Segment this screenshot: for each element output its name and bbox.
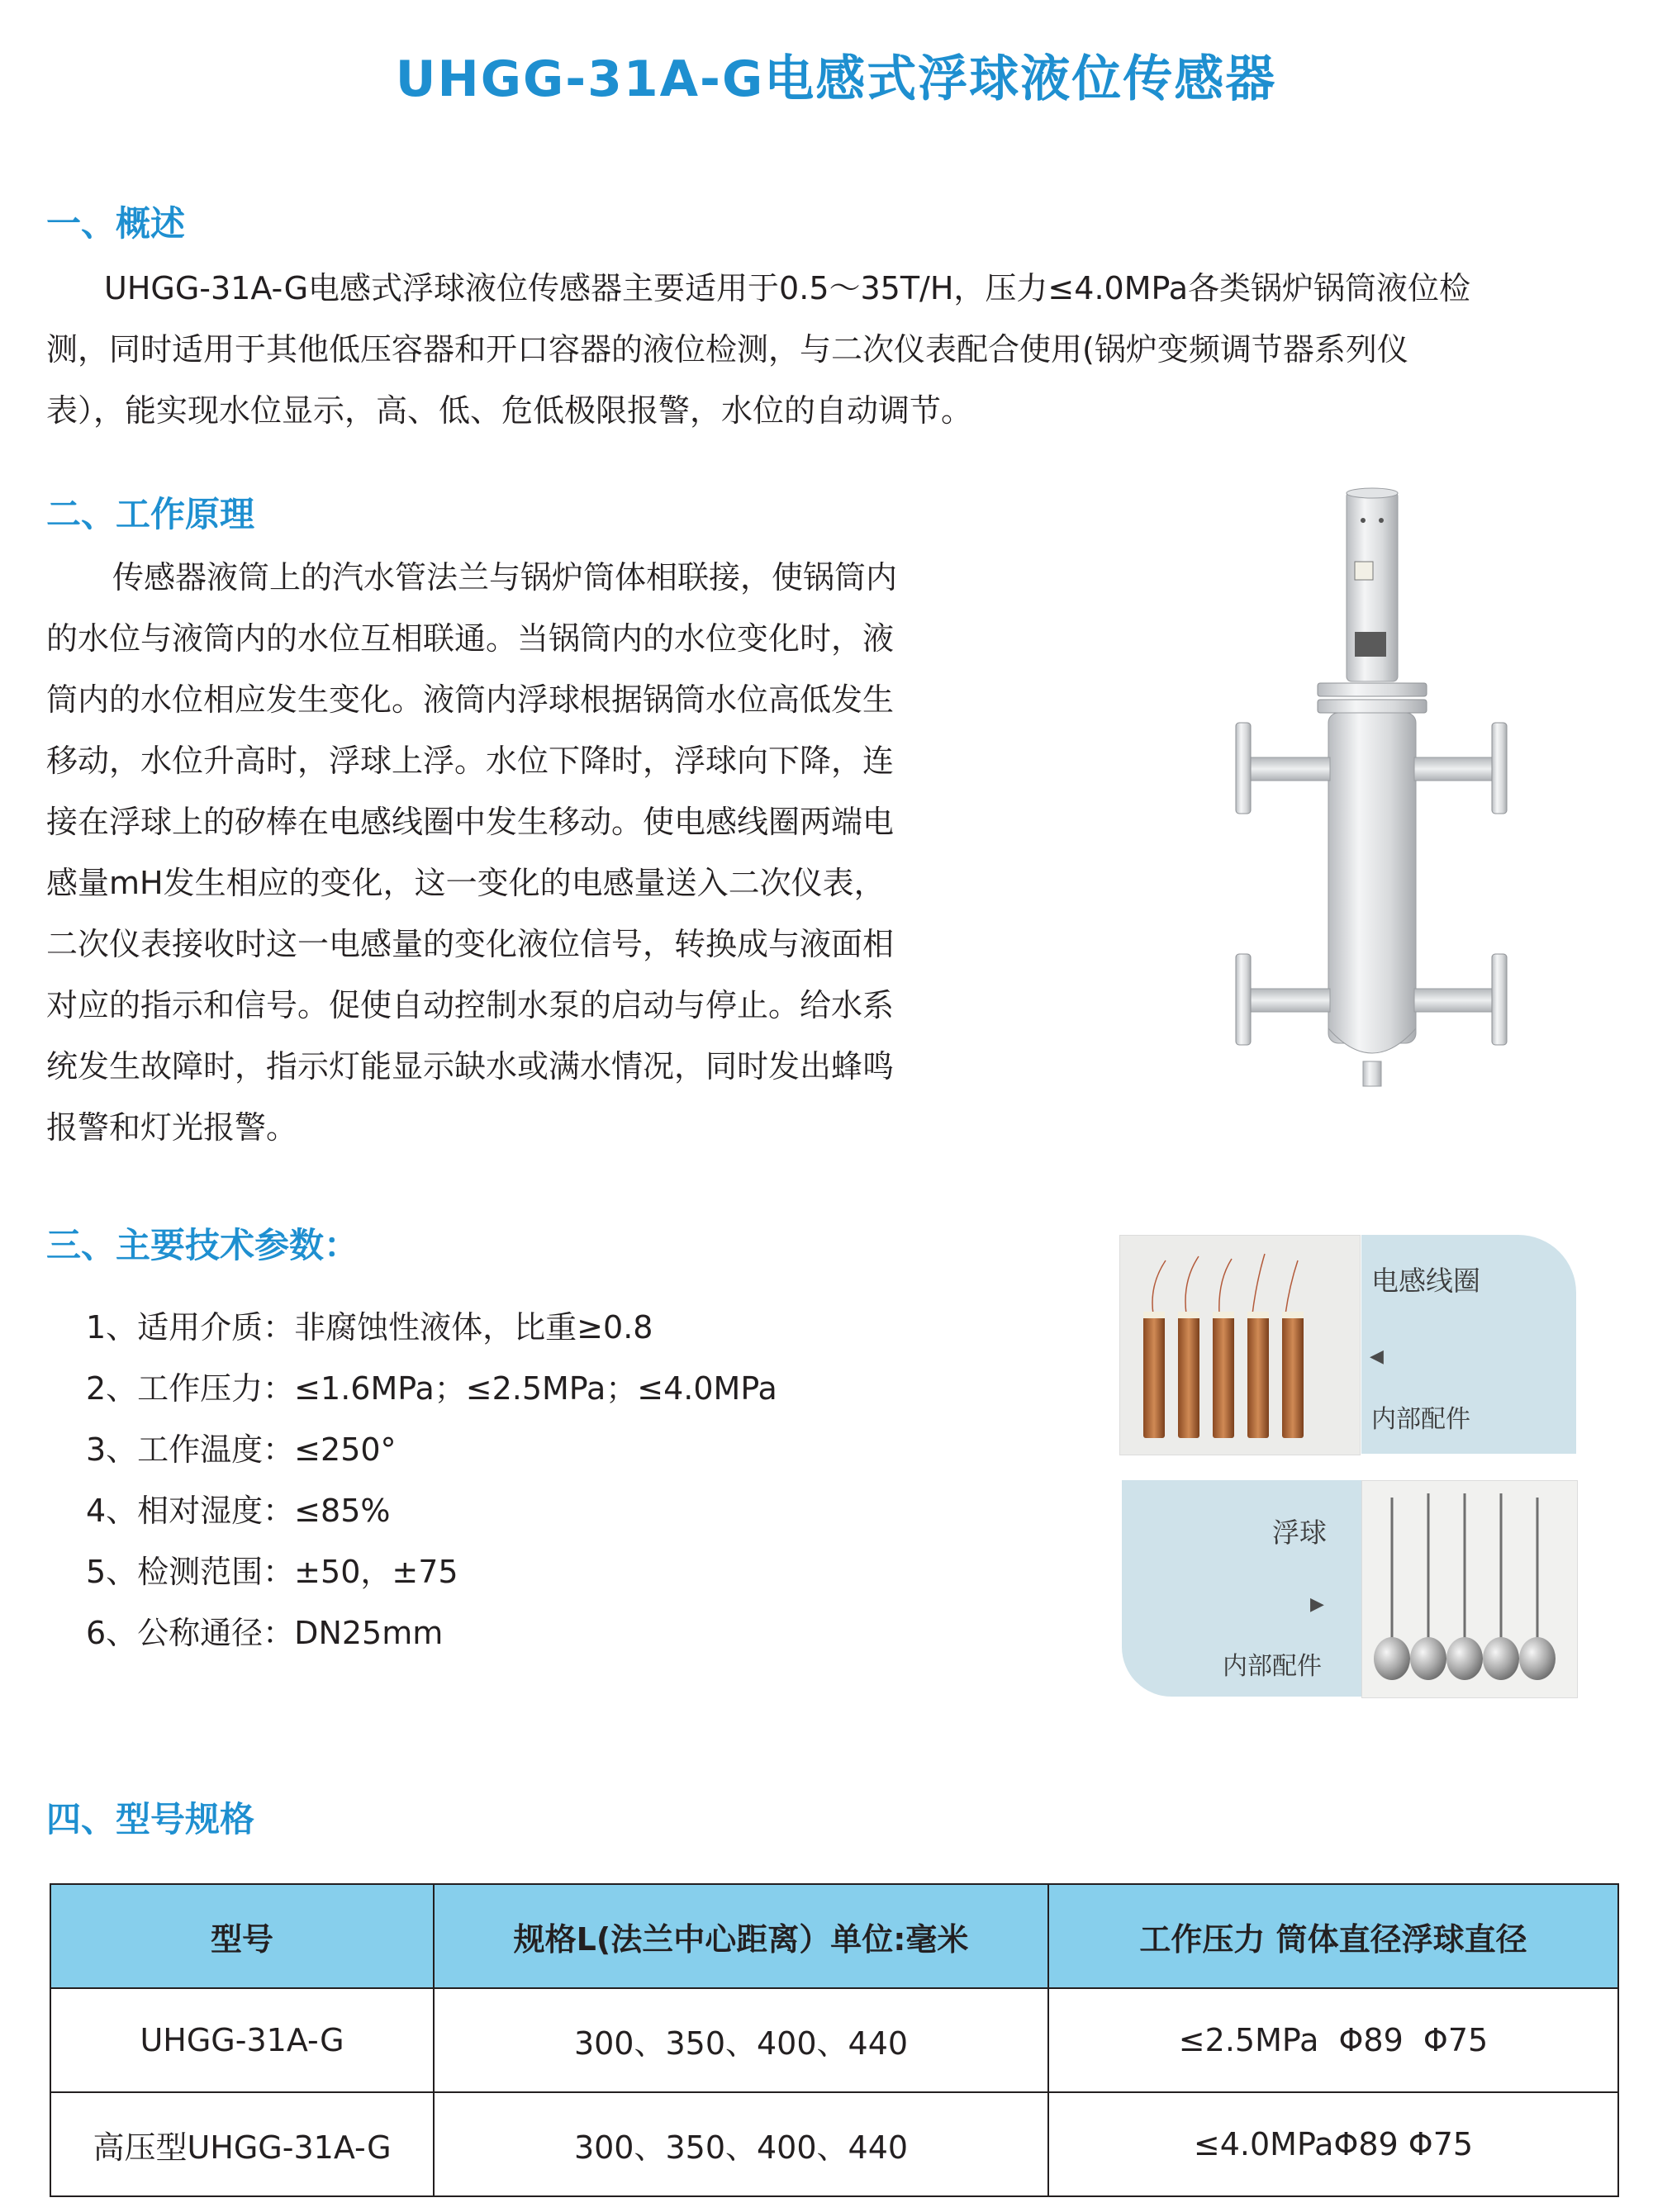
header-pressure: 工作压力 筒体直径浮球直径 xyxy=(1048,1884,1618,1988)
param-item: 2、工作压力：≤1.6MPa；≤2.5MPa；≤4.0MPa xyxy=(86,1370,777,1407)
overview-line: UHGG-31A-G电感式浮球液位传感器主要适用于0.5～35T/H，压力≤4.0MPa各类锅炉锅筒液位检 xyxy=(104,270,1470,306)
coil-image xyxy=(1120,1236,1360,1455)
section-heading-params: 三、主要技术参数： xyxy=(46,1225,359,1265)
coil-photo xyxy=(1119,1235,1361,1455)
section-heading-overview: 一、概述 xyxy=(46,203,186,244)
param-item: 1、适用介质：非腐蚀性液体，比重≥0.8 xyxy=(86,1309,653,1346)
param-item: 6、公称通径：DN25mm xyxy=(86,1615,444,1651)
cell-spec: 300、350、400、440 xyxy=(434,1988,1048,2092)
coil-sub-label: 内部配件 xyxy=(1371,1405,1470,1434)
table-row xyxy=(50,1988,1618,2092)
overview-line: 测，同时适用于其他低压容器和开口容器的液位检测，与二次仪表配合使用(锅炉变频调节器系列仪 xyxy=(46,331,1408,368)
principle-line: 筒内的水位相应发生变化。液筒内浮球根据锅筒水位高低发生 xyxy=(46,681,895,718)
coil-name-label: 电感线圈 xyxy=(1371,1265,1480,1297)
page-title: UHGG-31A-G电感式浮球液位传感器 xyxy=(395,50,1277,108)
table-header-row xyxy=(50,1884,1618,1988)
table-row xyxy=(50,2092,1618,2196)
principle-paragraph xyxy=(46,547,897,1158)
coil-label-panel xyxy=(1361,1235,1576,1454)
float-sub-label: 内部配件 xyxy=(1223,1652,1322,1681)
cell-model: 高压型UHGG-31A-G xyxy=(50,2092,434,2196)
principle-line: 报警和灯光报警。 xyxy=(46,1109,298,1146)
arrow-left-icon: ◀ xyxy=(1370,1346,1384,1367)
header-spec: 规格L(法兰中心距离）单位:毫米 xyxy=(434,1884,1048,1988)
arrow-right-icon: ▶ xyxy=(1310,1594,1324,1615)
principle-line: 统发生故障时，指示灯能显示缺水或满水情况，同时发出蜂鸣 xyxy=(46,1048,895,1085)
principle-line: 传感器液筒上的汽水管法兰与锅炉筒体相联接，使锅筒内 xyxy=(112,559,898,596)
float-image xyxy=(1362,1481,1577,1697)
cell-spec: 300、350、400、440 xyxy=(434,2092,1048,2196)
header-model: 型号 xyxy=(50,1884,434,1988)
section-heading-principle: 二、工作原理 xyxy=(46,494,255,534)
section-heading-models: 四、型号规格 xyxy=(46,1799,255,1839)
principle-line: 对应的指示和信号。促使自动控制水泵的启动与停止。给水系 xyxy=(46,987,895,1023)
cell-pressure: ≤2.5MPa Φ89 Φ75 xyxy=(1048,1988,1618,2092)
principle-line: 感量mH发生相应的变化，这一变化的电感量送入二次仪表， xyxy=(46,865,886,901)
cell-model: UHGG-31A-G xyxy=(50,1988,434,2092)
sensor-product-image xyxy=(1231,483,1512,1094)
float-label-panel xyxy=(1122,1480,1361,1697)
params-list xyxy=(86,1297,777,1664)
principle-line: 的水位与液筒内的水位互相联通。当锅筒内的水位变化时，液 xyxy=(46,620,895,657)
cell-pressure: ≤4.0MPaΦ89 Φ75 xyxy=(1048,2092,1618,2196)
overview-paragraph xyxy=(46,258,1470,441)
principle-line: 移动，水位升高时，浮球上浮。水位下降时，浮球向下降，连 xyxy=(46,743,895,779)
param-item: 5、检测范围：±50，±75 xyxy=(86,1554,458,1590)
float-photo xyxy=(1361,1480,1578,1698)
param-item: 3、工作温度：≤250° xyxy=(86,1431,397,1468)
principle-line: 接在浮球上的矽棒在电感线圈中发生移动。使电感线圈两端电 xyxy=(46,804,895,840)
param-item: 4、相对湿度：≤85% xyxy=(86,1493,391,1529)
principle-line: 二次仪表接收时这一电感量的变化液位信号，转换成与液面相 xyxy=(46,926,895,962)
overview-line: 表），能实现水位显示，高、低、危低极限报警，水位的自动调节。 xyxy=(46,392,973,429)
float-name-label: 浮球 xyxy=(1272,1517,1327,1549)
model-spec-table xyxy=(50,1883,1619,2197)
